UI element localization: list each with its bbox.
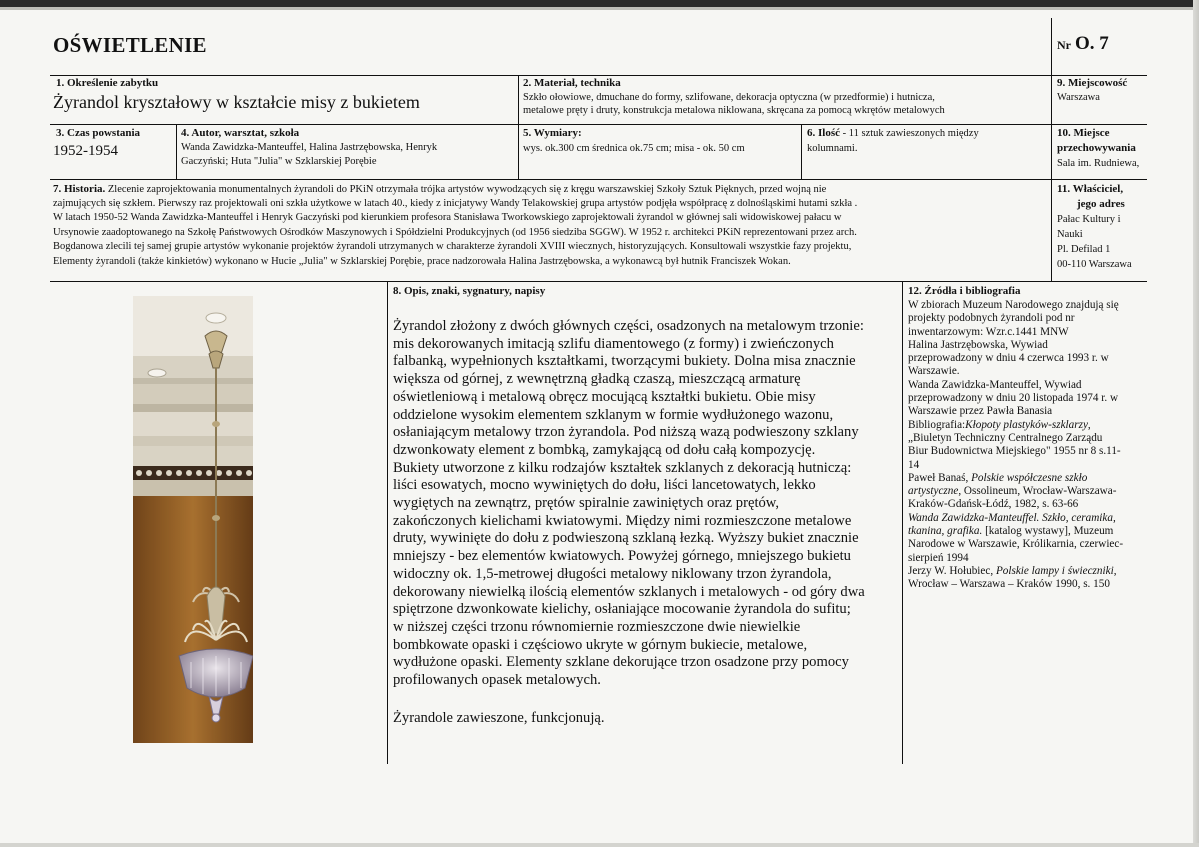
bib-line: Wanda Zawidzka-Manteuffel, Wywiad <box>908 378 1082 391</box>
field-11-line-1: Pałac Kultury i <box>1057 214 1121 225</box>
col-divider-f <box>387 281 388 764</box>
field-6-value-2: kolumnami. <box>807 143 858 154</box>
field-6-value: - 11 sztuk zawieszonych między <box>840 128 979 139</box>
field-8-line: druty, wywinięte do dołu z podwieszoną szklaną łezką. Wyższy bukiet znacznie <box>393 530 859 547</box>
bib-line: projekty podobnych żyrandoli pod nr <box>908 312 1075 325</box>
field-5-label: 5. Wymiary: <box>523 127 582 139</box>
bib-line <box>908 472 1123 485</box>
field-11-line-4: 00-110 Warszawa <box>1057 259 1132 270</box>
field-2-line-2: metalowe pręty i druty, konstrukcja metalowa niklowana, skręcana za pomocą wkrętów metalowych <box>523 105 945 116</box>
field-3-value: 1952-1954 <box>53 143 118 159</box>
field-8-line: liści esowatych, mocno wywiniętych do dołu, liści lancetowatych, lekko <box>393 477 816 494</box>
rule-row3 <box>50 179 1147 180</box>
field-12-body <box>908 299 1123 592</box>
field-6-label: 6. Ilość <box>807 127 840 139</box>
bib-line: Halina Jastrzębowska, Wywiad <box>908 338 1048 351</box>
bib-line: Bibliografia:Kłopoty plastyków-szklarzy, <box>908 418 1091 431</box>
bib-line: Narodowe w Warszawie, Królikarnia, czerwiec- <box>908 538 1124 551</box>
field-8-line: Bukiety utworzone z kilku rodzajów kształtek szklanych z dekoracją hutniczą: <box>393 459 852 476</box>
field-2-label: 2. Materiał, technika <box>523 77 621 89</box>
banas-author: Paweł Banaś, <box>908 471 972 484</box>
col-divider-a <box>518 75 519 124</box>
field-8-line: falbanką, wypełnionych kształtkami, tworzącymi bukiety. Dolna misa znacznie <box>393 353 856 370</box>
scan-top-edge-light <box>0 7 1199 10</box>
field-1-label: 1. Określenie zabytku <box>56 77 159 89</box>
field-8-line: zakończonych kielichami kwiatowymi. Między nimi rozmieszczone metalowe <box>393 512 852 529</box>
field-8-line: wydłużone opaski. Elementy szklane dekorujące trzon osadzone przy pomocy <box>393 654 849 671</box>
field-10-value: Sala im. Rudniewa, <box>1057 158 1140 169</box>
scan-right-edge <box>1193 0 1199 847</box>
field-12-label: 12. Źródła i bibliografia <box>908 285 1021 297</box>
field-11-label-2: jego adres <box>1077 198 1125 210</box>
field-4-line-2: Gaczyński; Huta "Julia" w Szklarskiej Porębie <box>181 156 377 167</box>
field-7-line-2: zajmujących się szkłem. Pierwszy raz projektowali oni szkła użytkowe w latach 40., kiedy z inicjatywy Wandy Telakowskiej grupa artystów podjęła współpracę z dolnośląskimi hutami szkła . <box>53 198 858 209</box>
field-10-label-1: 10. Miejsce <box>1057 127 1110 139</box>
field-1-value: Żyrandol kryształowy w kształcie misy z bukietem <box>53 92 420 112</box>
col-divider-b <box>1051 75 1052 282</box>
field-7-line-6: Elementy żyrandoli (także kinkietów) wykonano w Hucie „Julia" w Szklarskiej Porębie, prace nadzorowała Halina Jastrzębowska, a wykonawcą był hutnik Franciszek Wokan. <box>53 256 791 267</box>
record-number <box>1057 33 1109 55</box>
banas-rest-1: , Ossolineum, Wrocław-Warszawa- <box>958 485 1117 498</box>
field-8-line: bombkowate opaski i częściowo ukryte w górnym bukiecie, metalowe, <box>393 636 808 653</box>
field-7-text-1: Zlecenie zaprojektowania monumentalnych żyrandoli do PKiN otrzymała trójka artystów wywodzących się z kręgu warszawskiej Szkoły Sztuk Pięknych, przed wojną nie <box>105 184 827 195</box>
col-divider-g <box>902 281 903 764</box>
col-divider-c <box>176 124 177 179</box>
field-5-value: wys. ok.300 cm średnica ok.75 cm; misa - ok. 50 cm <box>523 143 745 154</box>
field-11-label-1: 11. Właściciel, <box>1057 183 1124 195</box>
bib-line: „Biuletyn Techniczny Centralnego Zarządu <box>908 431 1103 444</box>
field-9-value: Warszawa <box>1057 92 1100 103</box>
field-8-line: profilowanych opasek metalowych. <box>393 672 601 689</box>
field-7-line-1 <box>53 183 826 196</box>
field-4-label: 4. Autor, warsztat, szkoła <box>181 127 300 139</box>
field-11-line-2: Nauki <box>1057 229 1083 240</box>
bib-line <box>908 485 1123 498</box>
field-10-label-2: przechowywania <box>1057 142 1136 154</box>
bib-line: inwentarzowym: Wzr.c.1441 MNW <box>908 325 1069 338</box>
field-8-line: spiętrzone dzwonkowate kielichy, osłaniające mocowanie żyrandola do sufitu; <box>393 601 851 618</box>
biblio-title: Kłopoty plastyków-szklarzy <box>965 418 1088 431</box>
field-7-label: 7. Historia. <box>53 183 106 195</box>
field-8-line: oddzielone wysokim elementem szklanym w formie wydłużonego wazonu, <box>393 406 834 423</box>
bib-line: Warszawie przez Pawła Banasia <box>908 405 1053 418</box>
col-divider-e <box>801 124 802 179</box>
field-8-line: dekorowany niewielką ilością elementów szklanych i metalowych - od góry dwa <box>393 583 865 600</box>
field-7-line-3: W latach 1950-52 Wanda Zawidzka-Manteuffel i Henryk Gaczyński pod kierunkiem profesora Stanisława Tworkowskiego zaprojektowali żyrandol w głównej sali widowiskowej pałacu w <box>53 212 842 223</box>
field-4-line-1: Wanda Zawidzka-Manteuffel, Halina Jastrzębowska, Henryk <box>181 142 438 153</box>
banas-title-2: artystyczne <box>908 485 959 498</box>
holubiec-author: Jerzy W. Hołubiec, <box>908 564 996 577</box>
field-8-line: w niższej części trzonu równomiernie rozmieszczone dwie niewielkie <box>393 618 801 635</box>
field-8-line: osłaniającym metalowy trzon żyrandola. Pod niższą wazą podwieszony szklany <box>393 424 859 441</box>
wzm-1: Wanda Zawidzka-Manteuffel. Szkło, ceramika, <box>908 511 1116 524</box>
field-8-line: mis dekorowanych imitacją szlifu diamentowego (z formy) i zwieńczonych <box>393 335 834 352</box>
field-3-label: 3. Czas powstania <box>56 127 141 139</box>
bib-line: Kraków-Gdańsk-Łódź, 1982, s. 63-66 <box>908 498 1079 511</box>
bib-line: Warszawie. <box>908 365 960 378</box>
scan-top-edge <box>0 0 1199 7</box>
bib-line: Biur Budownictwa Miejskiego" 1955 nr 8 s.11- <box>908 445 1121 458</box>
field-7-line-5: Bogdanowa zlecili tej samej grupie artystów wykonanie projektów żyrandoli utrzymanych w charakterze żyrandoli XVIII wiecznych, historyzujących. Konsultowali wszystkie fazy projektu, <box>53 241 852 252</box>
bib-line: sierpień 1994 <box>908 551 969 564</box>
bib-line: Wrocław – Warszawa – Kraków 1990, s. 150 <box>908 578 1110 591</box>
bib-line: przeprowadzony w dniu 20 listopada 1974 r. w <box>908 392 1119 405</box>
rule-row2 <box>50 124 1147 125</box>
field-8-line: widoczny ok. 1,5-metrowej długości metalowy niklowany trzon żyrandola, <box>393 565 832 582</box>
field-2-line-1: Szkło ołowiowe, dmuchane do formy, szlifowane, dekoracja optyczna (w przedformie) i hutnicza, <box>523 92 935 103</box>
field-8-label: 8. Opis, znaki, sygnatury, napisy <box>393 285 546 297</box>
bib-line: 14 <box>908 458 920 471</box>
biblio-prefix: Bibliografia: <box>908 418 966 431</box>
field-8-line: dzwonkowaty element z bombką, zamykającą od dołu całą kompozycję. <box>393 441 816 458</box>
bib-line <box>908 525 1123 538</box>
page-title: OŚWIETLENIE <box>53 33 207 57</box>
bib-line: W zbiorach Muzeum Narodowego znajdują się <box>908 299 1119 311</box>
field-6 <box>807 127 979 140</box>
col-divider-d <box>518 124 519 179</box>
rule-row4 <box>50 281 1147 282</box>
field-8-line: wygiętych na zewnątrz, prętów spiralnie zawiniętych oraz prętów, <box>393 495 780 512</box>
record-number-label: Nr <box>1057 38 1071 52</box>
field-8-body <box>393 318 865 690</box>
rule-top <box>50 75 1147 76</box>
bib-line: przeprowadzony w dniu 4 czerwca 1993 r. w <box>908 352 1109 365</box>
holubiec-title: Polskie lampy i świeczniki <box>995 564 1114 577</box>
field-9-label: 9. Miejscowość <box>1057 77 1128 89</box>
field-8-closing: Żyrandole zawieszone, funkcjonują. <box>393 710 605 726</box>
field-8-line: większa od górnej, z wewnętrzną gładką czaszą, mieszczącą armaturę <box>393 371 801 388</box>
wzm-2-rest: [katalog wystawy], Muzeum <box>982 525 1114 538</box>
chandelier-photo <box>133 296 253 743</box>
field-8-line: oświetleniową i metalową obręcz mocującą kształtki bukietu. Obie misy <box>393 388 816 405</box>
banas-title-1: Polskie współczesne szkło <box>971 471 1088 484</box>
field-8-line: mniejszy - bez elementów kwiatowych. Powyżej górnego, mniejszego bukietu <box>393 548 851 565</box>
scan-bottom-edge <box>0 843 1199 847</box>
bib-line <box>908 512 1123 525</box>
field-8-line: Żyrandol złożony z dwóch głównych części, osadzonych na metalowym trzonie: <box>393 318 864 334</box>
field-7-line-4: Ursynowie zaadoptowanego na Szkołę Państwowych Ośrodków Maszynowych i Spółdzielni Produkcyjnych (od 1956 siedziba SGGW). W 1952 r. architekci PKiN reprezentowani przez arch. <box>53 227 857 238</box>
bib-line: Jerzy W. Hołubiec, Polskie lampy i świeczniki, <box>908 564 1117 577</box>
field-11-line-3: Pl. Defilad 1 <box>1057 244 1111 255</box>
header-divider <box>1051 18 1052 76</box>
wzm-2: tkanina, grafika. <box>908 525 983 538</box>
record-number-value: O. 7 <box>1075 33 1109 54</box>
